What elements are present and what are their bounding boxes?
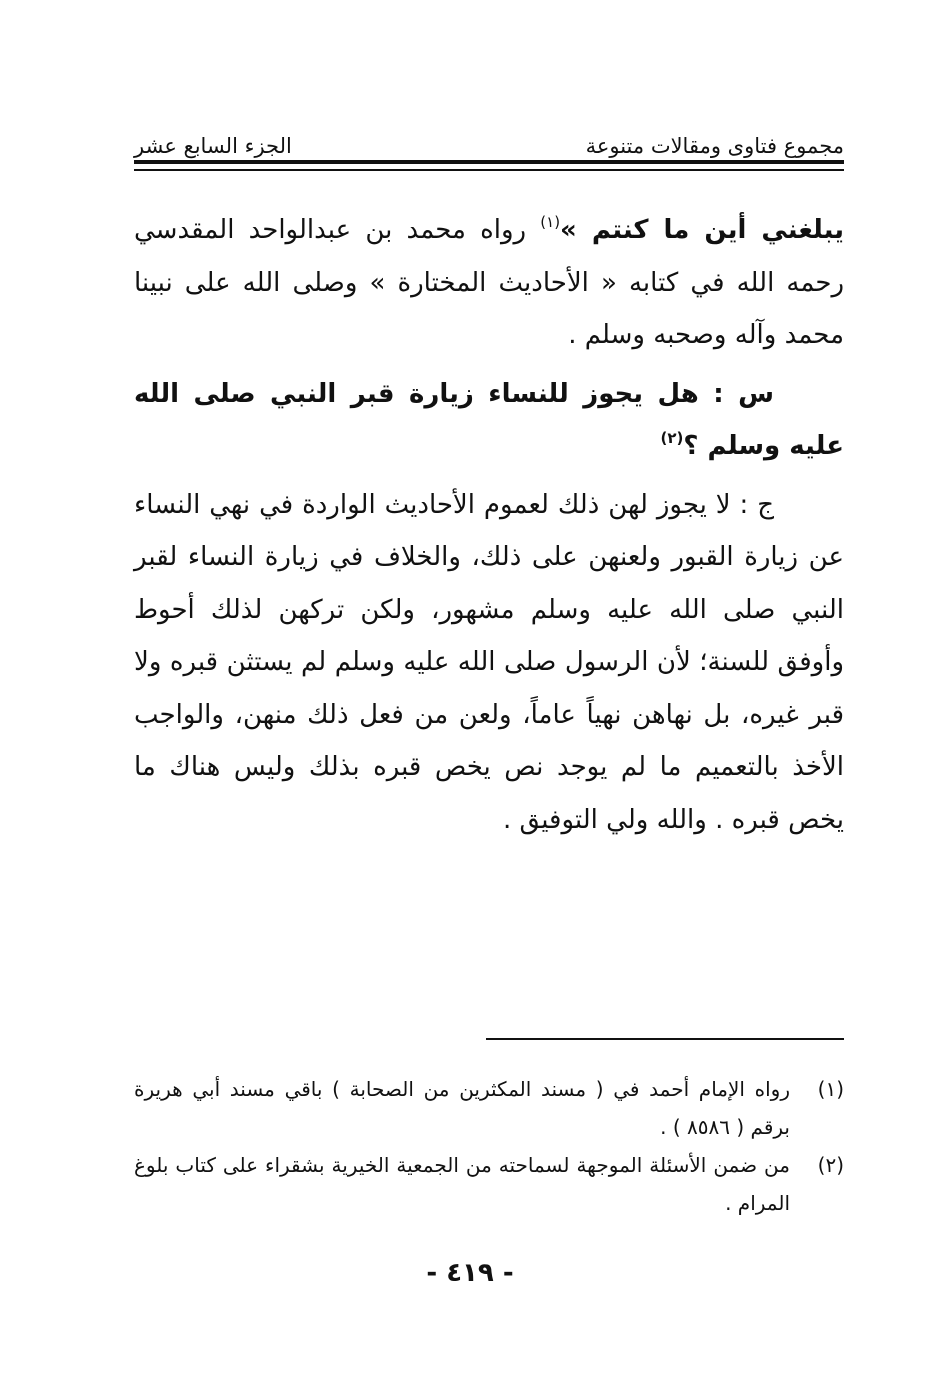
footnote-text: من ضمن الأسئلة الموجهة لسماحته من الجمعية الخيرية بشقراء على كتاب بلوغ المرام . <box>134 1153 790 1215</box>
header-rule-thin <box>134 169 844 171</box>
footnote-number: (١) <box>817 1077 844 1101</box>
answer-text: ج : لا يجوز لهن ذلك لعموم الأحاديث الواردة في نهي النساء عن زيارة القبور ولعنهن على ذلك، والخلاف في زيارة النساء لقبر النبي صلى الله عليه وسلم مشهور، ولكن تركهن لذلك أحوط وأوفق للسنة؛ لأن الرسول صلى الله عليه وسلم لم يستثن قبره ولا قبر غيره، بل نهاهن نهياً عاماً، ولعن من فعل ذلك منهن، والواجب الأخذ بالتعميم ما لم يوجد نص يخص قبره بذلك وليس هناك ما يخص قبره . والله ولي التوفيق . <box>134 489 844 835</box>
footnote-ref-1[interactable]: (١) <box>540 213 561 231</box>
answer-paragraph <box>134 479 844 847</box>
running-header <box>134 122 844 158</box>
footnote-2 <box>134 1146 844 1222</box>
footnote-number: (٢) <box>817 1153 844 1177</box>
main-text <box>134 204 844 846</box>
footnote-ref-2[interactable]: (٢) <box>660 429 684 447</box>
question-paragraph <box>134 368 844 473</box>
footnote-separator <box>486 1038 844 1040</box>
hadith-quote-end: يبلغني أين ما كنتم » <box>560 215 844 245</box>
footnote-1 <box>134 1070 844 1146</box>
paragraph-text: رواه محمد بن عبدالواحد المقدسي رحمه الله في كتابه « الأحاديث المختارة » وصلى الله على نبينا محمد وآله وصحبه وسلم . <box>134 215 844 350</box>
paragraph-hadith-end <box>134 204 844 362</box>
page-number: - ٤١٩ - <box>426 1258 514 1288</box>
book-title: مجموع فتاوى ومقالات متنوعة <box>585 134 844 158</box>
volume-label: الجزء السابع عشر <box>134 134 292 158</box>
footnotes <box>134 1070 844 1222</box>
question-text: س : هل يجوز للنساء زيارة قبر النبي صلى الله عليه وسلم ؟ <box>134 378 844 461</box>
footnote-text: رواه الإمام أحمد في ( مسند المكثرين من الصحابة ) باقي مسند أبي هريرة برقم ( ٨٥٨٦ ) . <box>134 1077 790 1139</box>
header-rule-thick <box>134 160 844 164</box>
